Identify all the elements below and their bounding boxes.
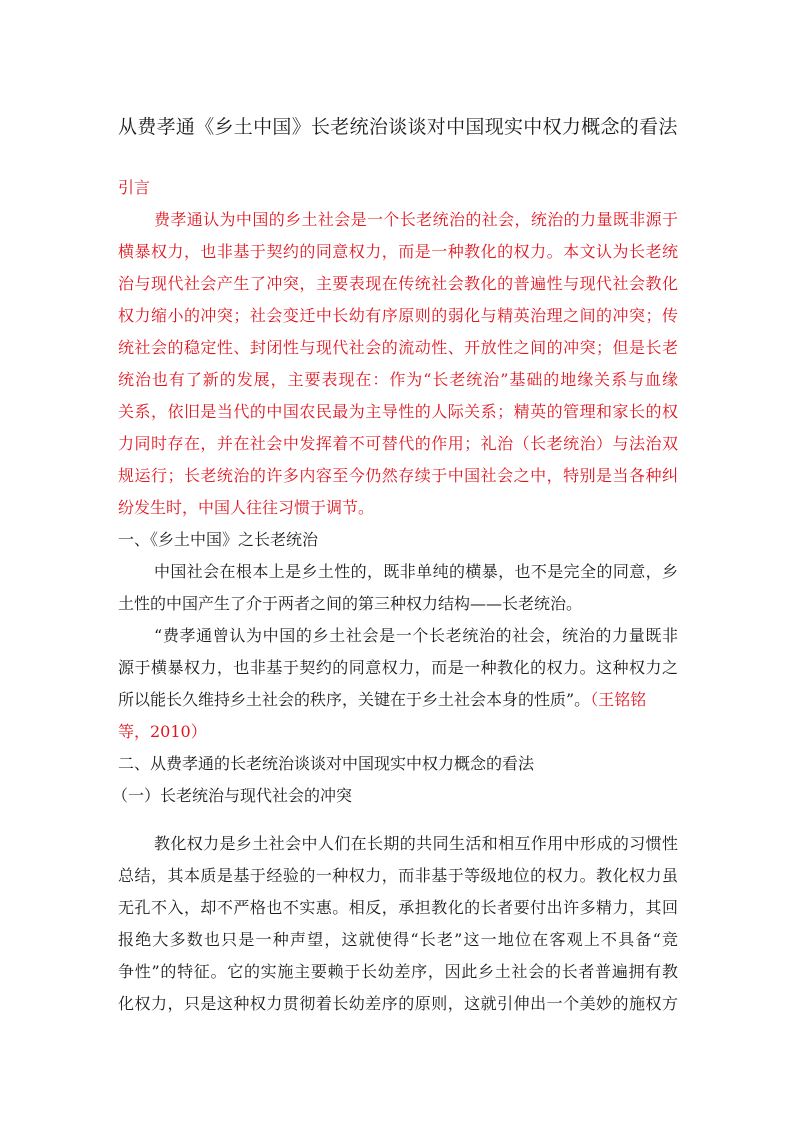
intro-line: 规运行；长老统治的许多内容至今仍然存续于中国社会之中，特别是当各种纠 [118, 466, 678, 485]
paragraph-line: 总结，其本质是基于经验的一种权力，而非基于等级地位的权力。教化权力虽 [118, 866, 678, 885]
paragraph-line: 土性的中国产生了介于两者之间的第三种权力结构——长老统治。 [118, 594, 583, 613]
citation: （王铭铭 [590, 690, 647, 709]
section-1-heading: 一、《乡土中国》之长老统治 [118, 530, 319, 549]
paragraph-line [118, 684, 678, 716]
intro-heading: 引言 [118, 178, 151, 197]
section-1 [118, 524, 678, 748]
section-2 [112, 748, 678, 812]
paragraph-line: 报绝大多数也只是一种声望，这就使得“长老”这一地位在客观上不具备“竞 [118, 930, 678, 949]
document-title: 从费孝通《乡土中国》长老统治谈谈对中国现实中权力概念的看法 [118, 116, 678, 138]
paragraph-line: 无孔不入，却不严格也不实惠。相反，承担教化的长者要付出许多精力，其回 [118, 898, 678, 917]
intro-line: 关系，依旧是当代的中国农民最为主导性的人际关系；精英的管理和家长的权 [118, 402, 678, 421]
subsection-heading: （一）长老统治与现代社会的冲突 [112, 786, 353, 805]
paragraph-line: 争性”的特征。它的实施主要赖于长幼差序，因此乡土社会的长者普遍拥有教 [118, 962, 678, 981]
section-2-heading: 二、从费孝通的长老统治谈谈对中国现实中权力概念的看法 [118, 754, 535, 773]
intro-line: 纷发生时，中国人往往习惯于调节。 [118, 498, 375, 517]
paragraph-line: 教化权力是乡土社会中人们在长期的共同生活和相互作用中形成的习惯性 [154, 834, 678, 853]
paragraph-line: “费孝通曾认为中国的乡土社会是一个长老统治的社会，统治的力量既非 [154, 626, 678, 645]
intro-line: 统治也有了新的发展，主要表现在：作为“长老统治”基础的地缘关系与血缘 [118, 370, 678, 389]
paragraph-line: 化权力，只是这种权力贯彻着长幼差序的原则，这就引伸出一个美妙的施权方 [118, 994, 678, 1013]
intro-line: 横暴权力，也非基于契约的同意权力，而是一种教化的权力。本文认为长老统 [118, 242, 678, 261]
intro-line: 费孝通认为中国的乡土社会是一个长老统治的社会，统治的力量既非源于 [154, 210, 678, 229]
paragraph-line: 中国社会在根本上是乡土性的，既非单纯的横暴，也不是完全的同意，乡 [154, 562, 678, 581]
intro-section [118, 172, 678, 524]
paragraph-line: 源于横暴权力，也非基于契约的同意权力，而是一种教化的权力。这种权力之 [118, 658, 678, 677]
section-2-body [118, 828, 678, 1020]
intro-line: 治与现代社会产生了冲突，主要表现在传统社会教化的普遍性与现代社会教化 [118, 274, 678, 293]
intro-line: 权力缩小的冲突；社会变迁中长幼有序原则的弱化与精英治理之间的冲突；传 [118, 306, 678, 325]
citation-continued: 等，2010） [118, 722, 207, 741]
intro-line: 力同时存在，并在社会中发挥着不可替代的作用；礼治（长老统治）与法治双 [118, 434, 678, 453]
paragraph-text: 所以能长久维持乡土社会的秩序，关键在于乡土社会本身的性质”。 [118, 690, 591, 709]
intro-line: 统社会的稳定性、封闭性与现代社会的流动性、开放性之间的冲突；但是长老 [118, 338, 678, 357]
